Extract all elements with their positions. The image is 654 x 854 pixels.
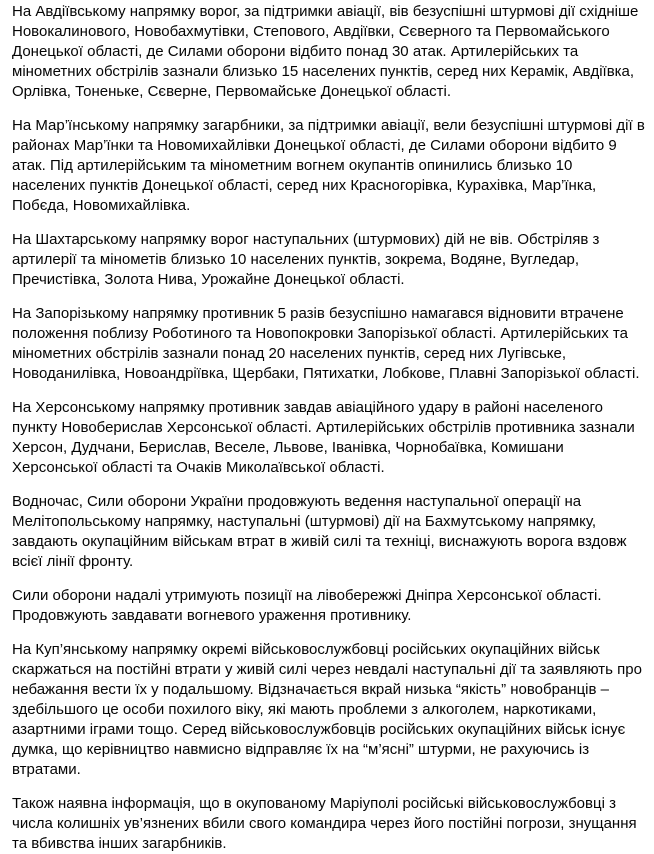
paragraph-offensive: Водночас, Сили оборони України продовжують ведення наступальної операції на Мелітопольському напрямку, наступальні (штурмові) дії на Бахмутському напрямку, завдають окупаційним військам втрат в живій силі та техніці, виснажують ворога вздовж всієї лінії фронту.	[12, 493, 627, 570]
paragraph-left-bank: Сили оборони надалі утримують позиції на лівобережжі Дніпра Херсонської області. Продовжують завдавати вогневого ураження противнику.	[12, 587, 602, 624]
paragraph-zaporizhzhia: На Запорізькому напрямку противник 5 разів безуспішно намагався відновити втрачене положення поблизу Роботиного та Новопокровки Запорізької області. Артилерійських та мінометних обстрілів зазнали понад 20 населених пунктів, серед них Лугівське, Новоданилівка, Новоандріївка, Щербаки, Пятихатки, Лобкове, Плавні Запорізької області.	[12, 305, 640, 382]
paragraph-kherson: На Херсонському напрямку противник завдав авіаційного удару в районі населеного пункту Новоберислав Херсонської області. Артилерійських обстрілів противника зазнали Херсон, Дудчани, Берислав, Веселе, Львове, Іванівка, Чорнобаївка, Комишани Херсонської області та Очаків Миколаївської області.	[12, 399, 635, 476]
paragraph-kupiansk: На Куп’янському напрямку окремі військовослужбовці російських окупаційних військ скаржаться на постійні втрати у живій силі через невдалі наступальні дії та заявляють про небажання вести їх у подальшому. Відзначається вкрай низька “якість” новобранців – здебільшого це особи похилого віку, які мають проблеми з алкоголем, наркотиками, азартними іграми тощо. Серед військовослужбовців російських окупаційних військ існує думка, що керівництво навмисно відправляє їх на “м’ясні” штурми, не рахуючись із втратами.	[12, 641, 642, 778]
paragraph-shakhtarsk: На Шахтарському напрямку ворог наступальних (штурмових) дій не вів. Обстріляв з артилерії та мінометів близько 10 населених пунктів, зокрема, Водяне, Вугледар, Пречистівка, Золота Нива, Урожайне Донецької області.	[12, 231, 600, 288]
paragraph-marinka: На Мар’їнському напрямку загарбники, за підтримки авіації, вели безуспішні штурмові дії в районах Мар’їнки та Новомихайлівки Донецької області, де Силами оборони відбито 9 атак. Під артилерійським та мінометним вогнем окупантів опинились близько 10 населених пунктів Донецької області, серед них Красногорівка, Курахівка, Мар’їнка, Побєда, Новомихайлівка.	[12, 117, 645, 214]
paragraph-avdiivka: На Авдіївському напрямку ворог, за підтримки авіації, вів безуспішні штурмові дії східніше Новокалинового, Новобахмутівки, Степового, Авдіївки, Сєверного та Первомайського Донецької області, де Силами оборони відбито понад 30 атак. Артилерійських та мінометних обстрілів зазнали близько 15 населених пунктів, серед них Керамік, Авдіївка, Орлівка, Тоненьке, Сєверне, Первомайське Донецької області.	[12, 3, 639, 100]
paragraph-mariupol: Також наявна інформація, що в окупованому Маріуполі російські військовослужбовці з числа колишніх ув’язнених вбили свого командира через його постійні погрози, знущання та вбивства інших загарбників.	[12, 795, 637, 852]
